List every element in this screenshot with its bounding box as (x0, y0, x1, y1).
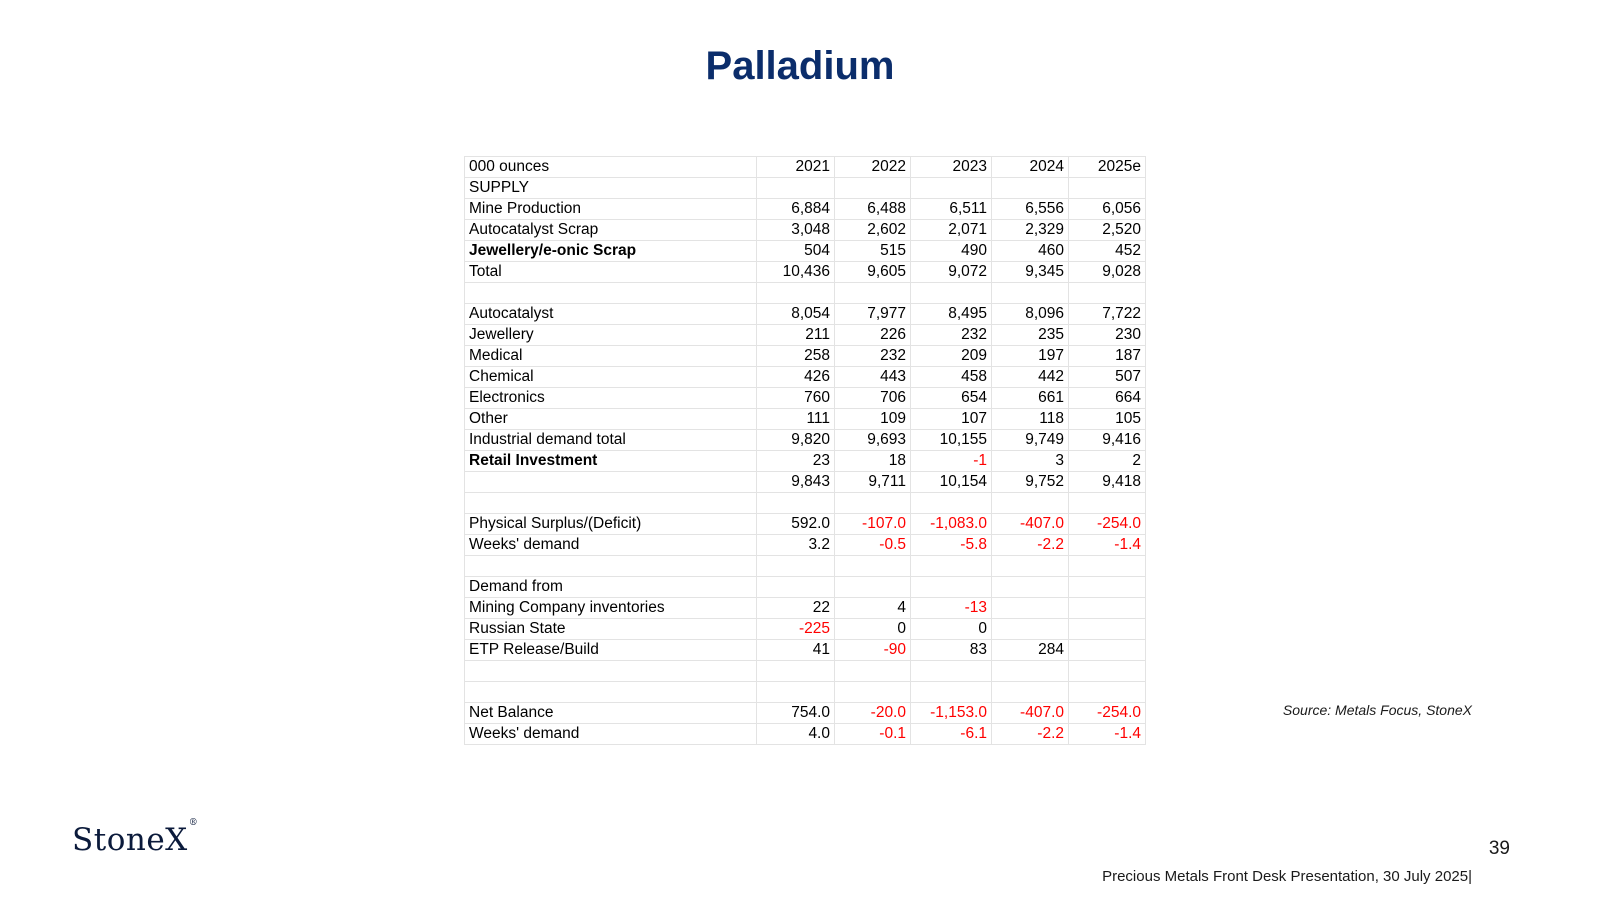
value-cell: 507 (1069, 367, 1146, 388)
stonex-logo (72, 817, 199, 858)
row-label: Russian State (465, 619, 757, 640)
value-cell: -5.8 (911, 535, 992, 556)
value-cell: -407.0 (992, 703, 1069, 724)
value-cell (1069, 178, 1146, 199)
table-row (465, 325, 1146, 346)
table-row (465, 304, 1146, 325)
value-cell: -407.0 (992, 514, 1069, 535)
table-row (465, 535, 1146, 556)
value-cell (1069, 682, 1146, 703)
value-cell: 592.0 (757, 514, 835, 535)
value-cell: 661 (992, 388, 1069, 409)
value-cell: 22 (757, 598, 835, 619)
row-label: Other (465, 409, 757, 430)
value-cell: -1.4 (1069, 535, 1146, 556)
value-cell: 2,520 (1069, 220, 1146, 241)
value-cell (1069, 556, 1146, 577)
value-cell (1069, 661, 1146, 682)
row-label: Jewellery/e-onic Scrap (465, 241, 757, 262)
value-cell (911, 577, 992, 598)
value-cell (911, 661, 992, 682)
value-cell: 118 (992, 409, 1069, 430)
row-label: Industrial demand total (465, 430, 757, 451)
row-label: SUPPLY (465, 178, 757, 199)
value-cell (757, 577, 835, 598)
table-row (465, 619, 1146, 640)
value-cell (992, 556, 1069, 577)
value-cell (757, 661, 835, 682)
table-row (465, 598, 1146, 619)
value-cell: 458 (911, 367, 992, 388)
table-row (465, 724, 1146, 745)
value-cell (911, 682, 992, 703)
header-cell-year: 2022 (835, 157, 911, 178)
table-row (465, 388, 1146, 409)
value-cell: 3.2 (757, 535, 835, 556)
value-cell: 442 (992, 367, 1069, 388)
row-label (465, 682, 757, 703)
value-cell: 504 (757, 241, 835, 262)
value-cell: 8,054 (757, 304, 835, 325)
value-cell: 2,602 (835, 220, 911, 241)
value-cell (835, 556, 911, 577)
table-row (465, 451, 1146, 472)
table-row (465, 430, 1146, 451)
value-cell: 3 (992, 451, 1069, 472)
registered-mark: ® (188, 817, 199, 828)
value-cell: 0 (835, 619, 911, 640)
value-cell (992, 283, 1069, 304)
value-cell: 443 (835, 367, 911, 388)
value-cell: 258 (757, 346, 835, 367)
value-cell: 209 (911, 346, 992, 367)
value-cell (835, 682, 911, 703)
value-cell: 9,711 (835, 472, 911, 493)
value-cell: 109 (835, 409, 911, 430)
value-cell: 426 (757, 367, 835, 388)
row-label: Autocatalyst Scrap (465, 220, 757, 241)
value-cell: 9,693 (835, 430, 911, 451)
row-label: Chemical (465, 367, 757, 388)
value-cell (835, 178, 911, 199)
value-cell: 0 (911, 619, 992, 640)
value-cell: 284 (992, 640, 1069, 661)
value-cell: 9,843 (757, 472, 835, 493)
table-row (465, 556, 1146, 577)
value-cell (1069, 619, 1146, 640)
header-cell-year: 2024 (992, 157, 1069, 178)
value-cell (1069, 598, 1146, 619)
header-cell-year: 2023 (911, 157, 992, 178)
value-cell (835, 661, 911, 682)
row-label: Demand from (465, 577, 757, 598)
value-cell: -0.5 (835, 535, 911, 556)
table-row (465, 367, 1146, 388)
value-cell: -2.2 (992, 535, 1069, 556)
row-label: ETP Release/Build (465, 640, 757, 661)
value-cell: 9,605 (835, 262, 911, 283)
value-cell: 6,488 (835, 199, 911, 220)
value-cell (1069, 640, 1146, 661)
value-cell (911, 178, 992, 199)
row-label: Medical (465, 346, 757, 367)
table-row (465, 577, 1146, 598)
page-number: 39 (1488, 838, 1510, 859)
value-cell: 7,722 (1069, 304, 1146, 325)
value-cell (911, 283, 992, 304)
value-cell: -107.0 (835, 514, 911, 535)
value-cell (757, 283, 835, 304)
value-cell: 9,028 (1069, 262, 1146, 283)
value-cell: 10,154 (911, 472, 992, 493)
row-label: Physical Surplus/(Deficit) (465, 514, 757, 535)
source-note: Source: Metals Focus, StoneX (1282, 702, 1472, 718)
value-cell: -254.0 (1069, 514, 1146, 535)
value-cell: 9,416 (1069, 430, 1146, 451)
header-cell-label: 000 ounces (465, 157, 757, 178)
value-cell (992, 493, 1069, 514)
value-cell: -90 (835, 640, 911, 661)
value-cell (992, 682, 1069, 703)
value-cell: 2 (1069, 451, 1146, 472)
value-cell: 226 (835, 325, 911, 346)
value-cell (911, 556, 992, 577)
value-cell: 460 (992, 241, 1069, 262)
header-cell-year: 2025e (1069, 157, 1146, 178)
value-cell: 8,096 (992, 304, 1069, 325)
table-header-row (465, 157, 1146, 178)
value-cell (757, 178, 835, 199)
value-cell: 10,155 (911, 430, 992, 451)
value-cell: 2,329 (992, 220, 1069, 241)
row-label (465, 283, 757, 304)
value-cell: -6.1 (911, 724, 992, 745)
value-cell: 8,495 (911, 304, 992, 325)
value-cell: 23 (757, 451, 835, 472)
row-label: Autocatalyst (465, 304, 757, 325)
value-cell: 18 (835, 451, 911, 472)
value-cell: 111 (757, 409, 835, 430)
value-cell (992, 577, 1069, 598)
value-cell (1069, 577, 1146, 598)
value-cell: 6,511 (911, 199, 992, 220)
value-cell: 2,071 (911, 220, 992, 241)
row-label (465, 472, 757, 493)
supply-demand-table (464, 156, 1146, 745)
value-cell (992, 598, 1069, 619)
value-cell: 41 (757, 640, 835, 661)
table-row (465, 703, 1146, 724)
value-cell: 6,056 (1069, 199, 1146, 220)
value-cell: 211 (757, 325, 835, 346)
table-row (465, 220, 1146, 241)
table-row (465, 262, 1146, 283)
table-row (465, 472, 1146, 493)
value-cell: 9,820 (757, 430, 835, 451)
table-row (465, 493, 1146, 514)
value-cell: 235 (992, 325, 1069, 346)
value-cell: -20.0 (835, 703, 911, 724)
row-label: Weeks' demand (465, 724, 757, 745)
table-row (465, 640, 1146, 661)
table-row (465, 682, 1146, 703)
table-row (465, 514, 1146, 535)
value-cell (835, 577, 911, 598)
value-cell (757, 556, 835, 577)
row-label (465, 661, 757, 682)
value-cell: 654 (911, 388, 992, 409)
value-cell: 107 (911, 409, 992, 430)
value-cell (1069, 493, 1146, 514)
value-cell: 3,048 (757, 220, 835, 241)
value-cell: -0.1 (835, 724, 911, 745)
value-cell: 490 (911, 241, 992, 262)
value-cell: 9,749 (992, 430, 1069, 451)
value-cell (992, 661, 1069, 682)
value-cell (1069, 283, 1146, 304)
value-cell: 9,418 (1069, 472, 1146, 493)
value-cell: -225 (757, 619, 835, 640)
value-cell: 4.0 (757, 724, 835, 745)
value-cell: 754.0 (757, 703, 835, 724)
value-cell: 9,345 (992, 262, 1069, 283)
row-label (465, 493, 757, 514)
row-label: Mine Production (465, 199, 757, 220)
table-row (465, 178, 1146, 199)
value-cell: -254.0 (1069, 703, 1146, 724)
row-label: Electronics (465, 388, 757, 409)
value-cell: 6,556 (992, 199, 1069, 220)
value-cell: 6,884 (757, 199, 835, 220)
logo-text: StoneX (72, 822, 188, 858)
value-cell (911, 493, 992, 514)
value-cell: 187 (1069, 346, 1146, 367)
value-cell: 4 (835, 598, 911, 619)
row-label: Net Balance (465, 703, 757, 724)
row-label: Weeks' demand (465, 535, 757, 556)
value-cell: -13 (911, 598, 992, 619)
value-cell: 664 (1069, 388, 1146, 409)
value-cell (835, 283, 911, 304)
row-label: Jewellery (465, 325, 757, 346)
table-row (465, 241, 1146, 262)
value-cell: -1,153.0 (911, 703, 992, 724)
row-label: Retail Investment (465, 451, 757, 472)
value-cell: 452 (1069, 241, 1146, 262)
page-title: Palladium (705, 44, 895, 88)
value-cell: -1.4 (1069, 724, 1146, 745)
value-cell: 232 (835, 346, 911, 367)
value-cell: 197 (992, 346, 1069, 367)
table-row (465, 661, 1146, 682)
table-row (465, 199, 1146, 220)
row-label (465, 556, 757, 577)
footer-text: Precious Metals Front Desk Presentation, 30 July 2025| (1102, 868, 1472, 885)
value-cell: -1,083.0 (911, 514, 992, 535)
value-cell: 7,977 (835, 304, 911, 325)
value-cell: 232 (911, 325, 992, 346)
value-cell: 105 (1069, 409, 1146, 430)
header-cell-year: 2021 (757, 157, 835, 178)
value-cell: 515 (835, 241, 911, 262)
table-row (465, 409, 1146, 430)
row-label: Total (465, 262, 757, 283)
value-cell: 9,752 (992, 472, 1069, 493)
value-cell (992, 178, 1069, 199)
value-cell: -2.2 (992, 724, 1069, 745)
value-cell: -1 (911, 451, 992, 472)
table-row (465, 346, 1146, 367)
value-cell (992, 619, 1069, 640)
value-cell: 230 (1069, 325, 1146, 346)
value-cell (757, 493, 835, 514)
value-cell (835, 493, 911, 514)
table-row (465, 283, 1146, 304)
value-cell: 706 (835, 388, 911, 409)
value-cell: 9,072 (911, 262, 992, 283)
value-cell (757, 682, 835, 703)
row-label: Mining Company inventories (465, 598, 757, 619)
value-cell: 760 (757, 388, 835, 409)
value-cell: 10,436 (757, 262, 835, 283)
value-cell: 83 (911, 640, 992, 661)
